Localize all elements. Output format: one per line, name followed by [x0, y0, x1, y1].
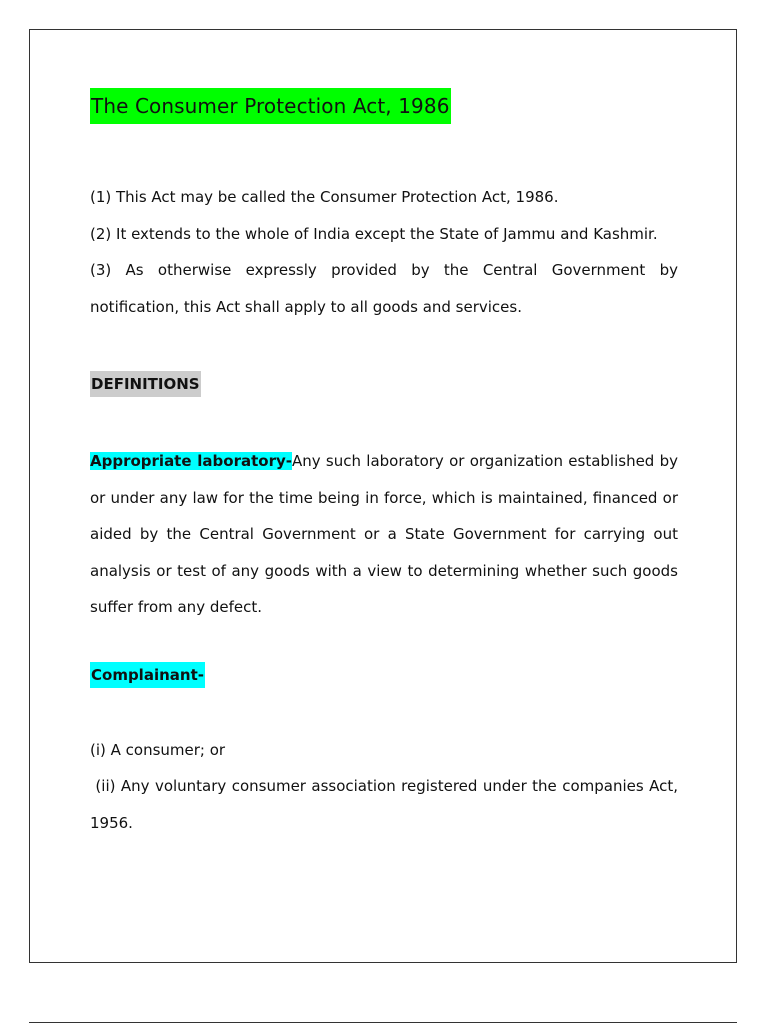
intro-paragraph-1: (1) This Act may be called the Consumer Protection Act, 1986.	[90, 188, 559, 206]
document-body	[90, 88, 678, 841]
page-bottom-rule	[29, 1022, 737, 1023]
definitions-heading-line	[90, 371, 678, 397]
definition-term: Appropriate laboratory-	[90, 452, 292, 470]
list-item: (i) A consumer; or	[90, 740, 226, 759]
definitions-heading: DEFINITIONS	[90, 371, 201, 397]
intro-section	[90, 179, 678, 325]
definition-appropriate-laboratory	[90, 443, 678, 626]
intro-paragraph-2: (2) It extends to the whole of India except the State of Jammu and Kashmir.	[90, 224, 658, 243]
definition-term-complainant: Complainant-	[90, 662, 205, 688]
list-item-text: (ii) Any voluntary consumer association registered under the companies Act, 1956.	[90, 777, 678, 832]
intro-paragraph-3: (3) As otherwise expressly provided by the Central Government by notification, this Act shall apply to all goods and services.	[90, 261, 678, 316]
complainant-list	[90, 732, 678, 842]
definition-complainant	[90, 662, 678, 688]
title-line	[90, 88, 678, 124]
document-title: The Consumer Protection Act, 1986	[90, 88, 451, 124]
definition-paragraph	[90, 443, 678, 626]
list-item	[90, 768, 678, 841]
definition-text: Any such laboratory or organization established by or under any law for the time being in force, which is maintained, financed or aided by the Central Government or a State Government for carrying out analysis or test of any goods with a view to determining whether such goods suffer from any defect.	[90, 452, 679, 616]
